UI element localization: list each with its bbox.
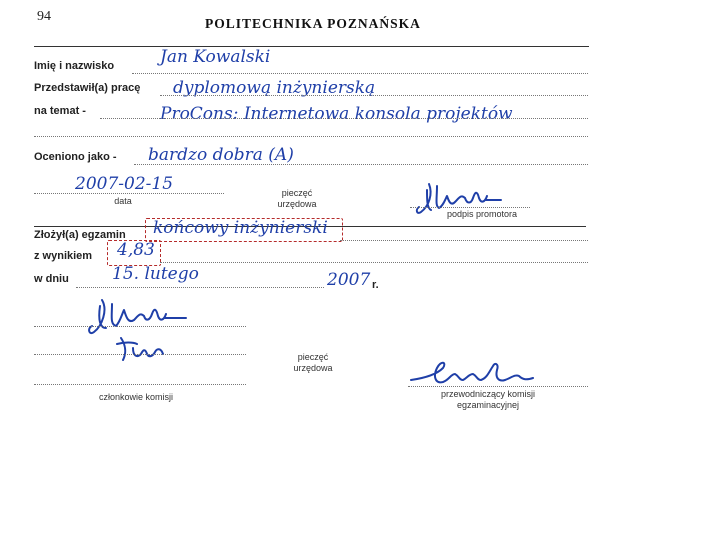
label-name: Imię i nazwisko [34,60,115,72]
dotted-line [34,354,246,355]
label-exam-taken: Złożył(a) egzamin [34,229,126,241]
dotted-line [34,326,246,327]
caption-supervisor: podpis promotora [446,209,518,219]
caption-stamp-2: pieczęć urzędowa [293,352,333,373]
dotted-line [340,240,588,241]
handwritten-day: 15. lutego [112,264,199,284]
handwritten-grade: bardzo dobra (A) [148,145,294,165]
handwritten-name: Jan Kowalski [160,47,271,67]
dotted-line [408,386,588,387]
handwritten-result: 4,83 [117,240,155,260]
handwritten-exam-type: końcowy inżynierski [153,218,328,238]
label-result: z wynikiem [34,250,93,262]
handwritten-thesis-type: dyplomową inżynierską [173,78,376,98]
dotted-line [34,136,588,137]
dotted-line [160,95,588,96]
institution-title: POLITECHNIKA POZNAŃSKA [205,16,421,31]
chair-signature [407,358,537,388]
committee-signature-2 [115,334,175,364]
page-number: 94 [37,9,51,24]
caption-stamp: pieczęć urzędowa [277,188,317,209]
dotted-line [76,287,324,288]
handwritten-topic: ProCons: Internetowa konsola projektów [160,104,513,124]
label-graded: Oceniono jako - [34,151,117,163]
dotted-line [100,118,588,119]
dotted-line [160,262,588,263]
caption-committee-members: członkowie komisji [98,392,174,402]
handwritten-date: 2007-02-15 [75,174,174,194]
dotted-line [134,164,588,165]
label-topic: na temat - [34,105,86,117]
committee-signature-1 [88,296,188,338]
handwritten-year: 2007 [327,270,371,290]
dotted-line [410,207,530,208]
label-presented: Przedstawił(a) pracę [34,82,141,94]
label-year-suffix: r. [372,279,379,291]
dotted-line [34,384,246,385]
caption-date: data [114,196,132,206]
dotted-line [34,193,224,194]
dotted-line [132,73,588,74]
caption-committee-chair: przewodniczący komisji egzaminacyjnej [440,389,536,410]
header-rule [34,46,589,47]
label-on-day: w dniu [34,273,69,285]
